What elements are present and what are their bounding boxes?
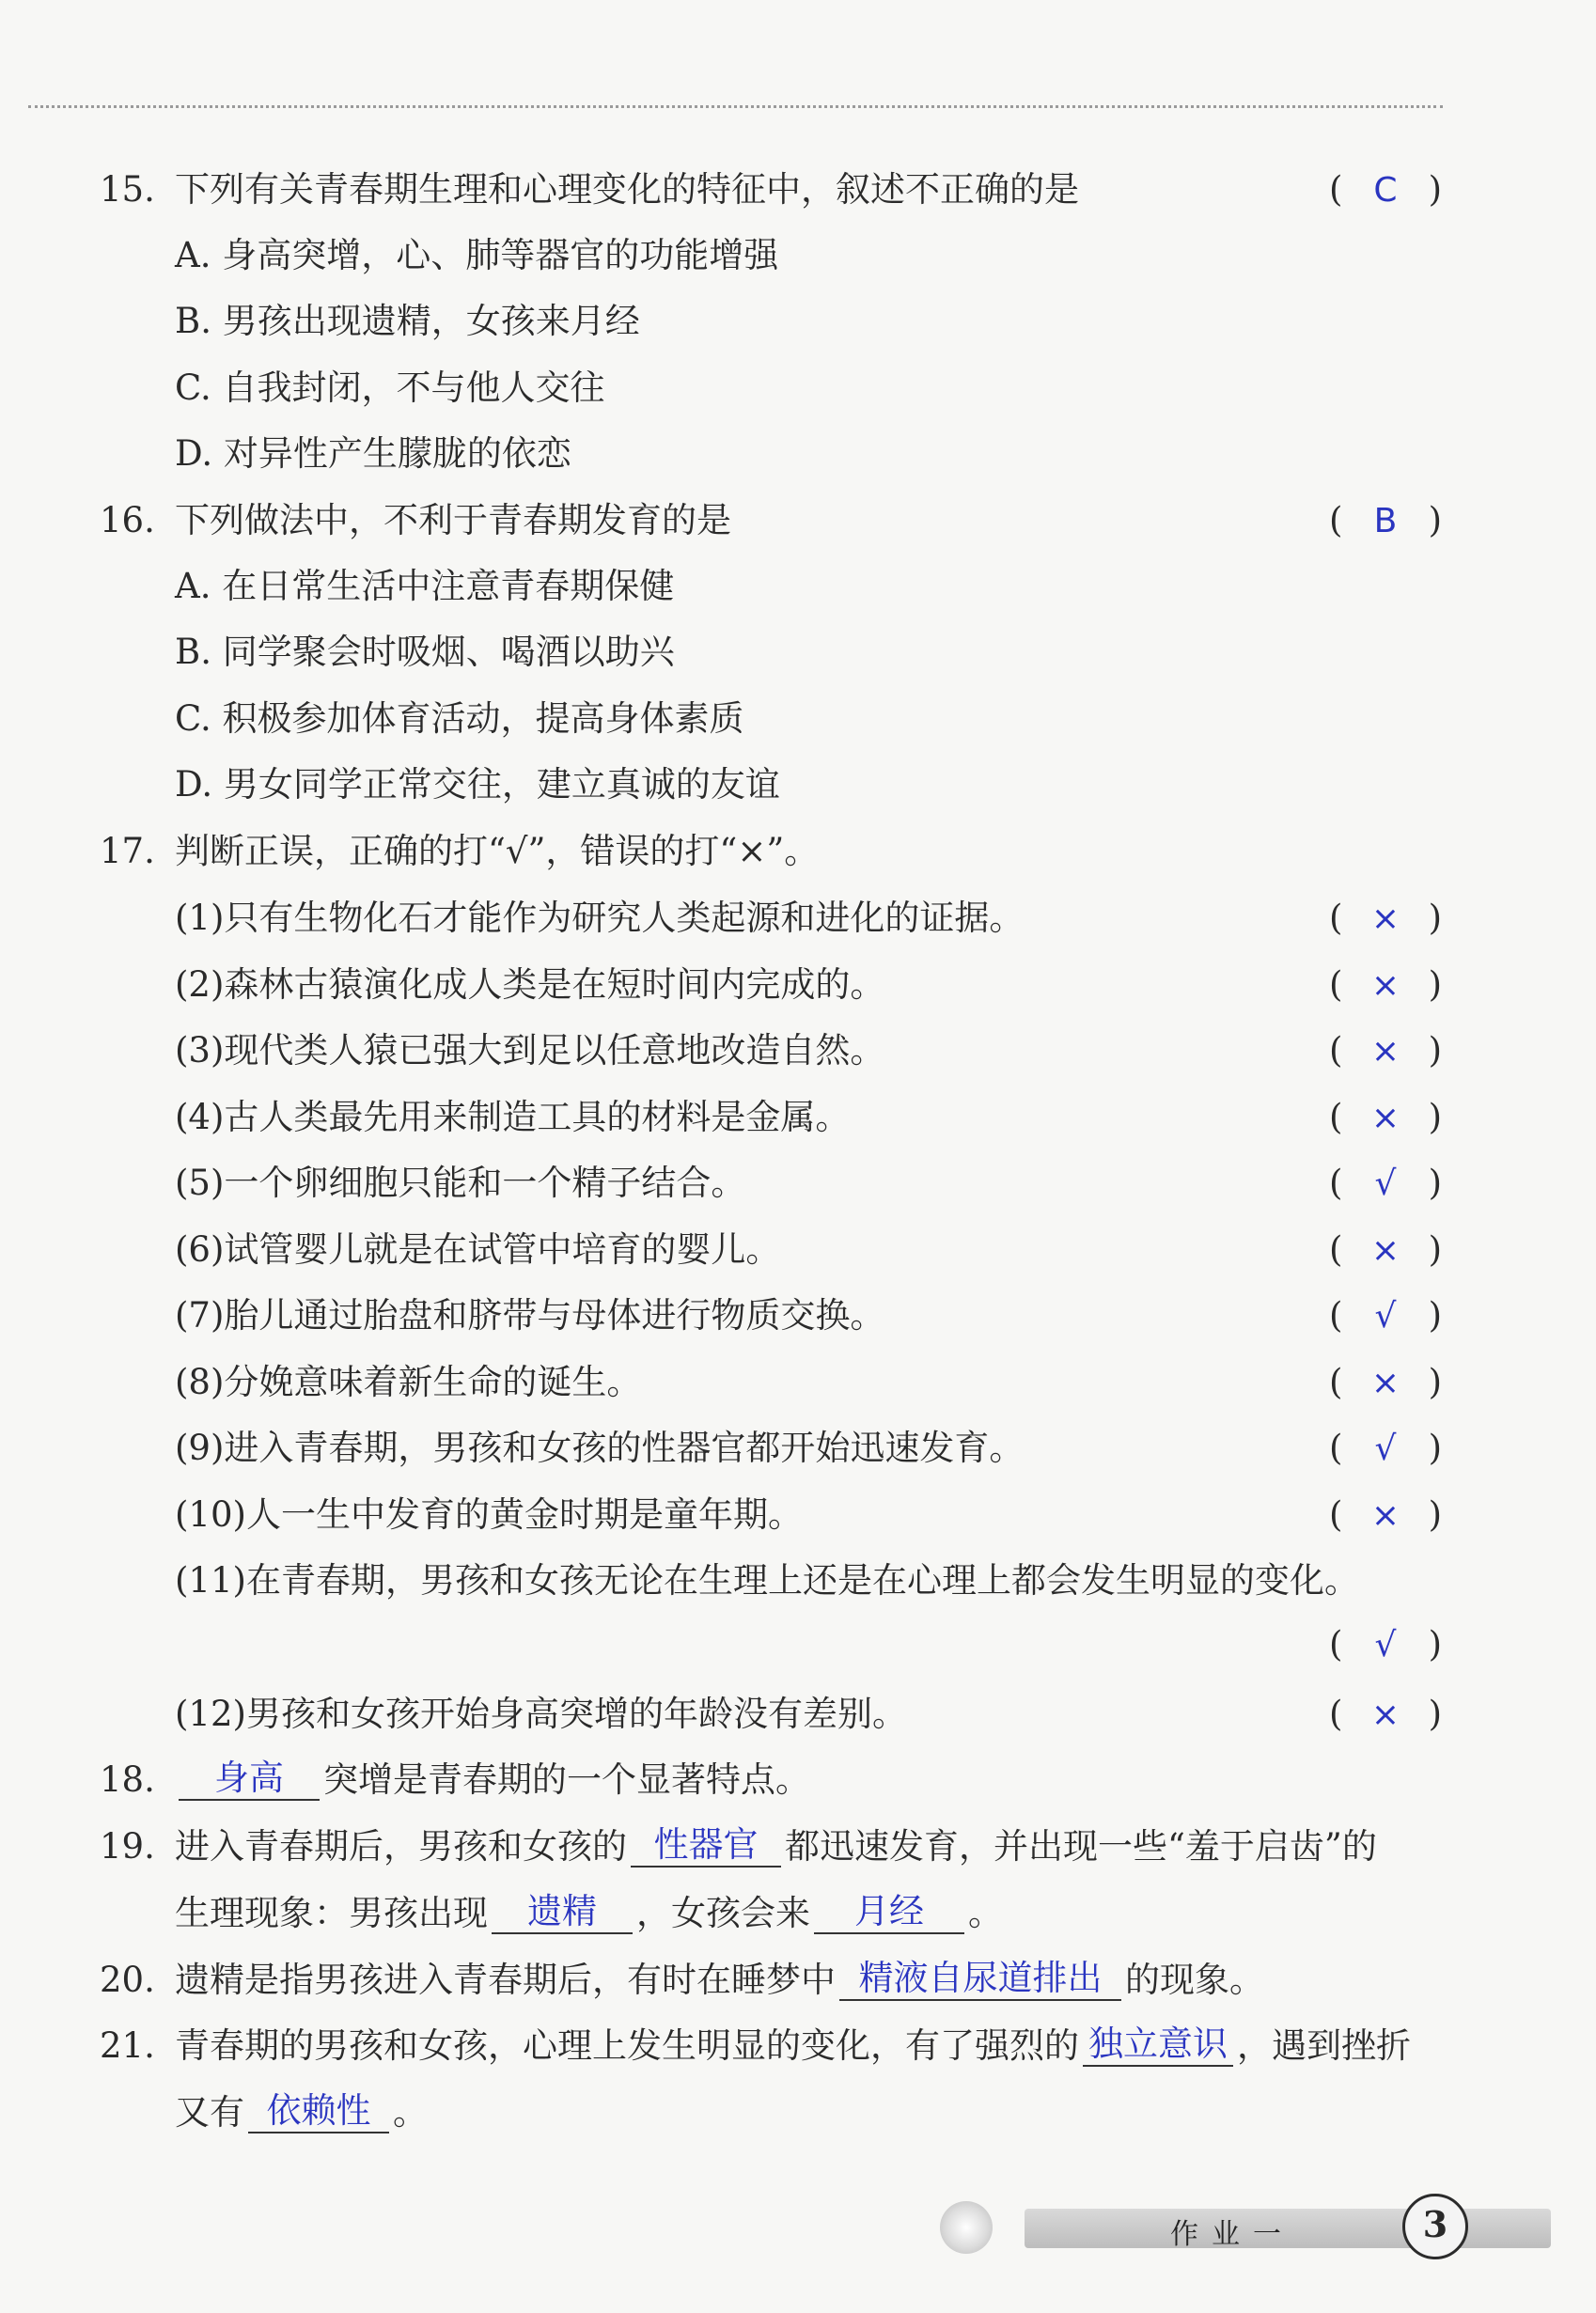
top-dotted-rule [28,105,1443,108]
question-number: 17. [100,831,155,871]
page-footer [921,2190,1579,2265]
option-line [0,691,1596,747]
judgement-text: (2)森林古猿演化成人类是在短时间内完成的。 [175,964,885,1005]
judgement-text: (9)进入青春期，男孩和女孩的性器官都开始迅速发育。 [175,1428,1025,1468]
answer-mark: × [1370,966,1400,1005]
question-16-stem [0,492,1596,549]
question-text: 遗精是指男孩进入青春期后，有时在睡梦中 精液自尿道排出 的现象。 [175,1958,1264,2000]
judgement-item [0,1354,1596,1411]
question-number: 19. [100,1826,155,1867]
answer-paren: ( √ ) [1329,1624,1442,1664]
answer-paren: ( × ) [1329,898,1442,938]
sun-icon [940,2201,993,2254]
answer-mark: × [1370,1696,1400,1734]
answer-paren: ( × ) [1329,1097,1442,1137]
answer-value: B [1373,502,1398,540]
question-number: 15. [100,169,155,210]
option-text: D. 对异性产生朦胧的依恋 [175,433,571,474]
answer-mark: √ [1374,1430,1397,1468]
option-text: C. 积极参加体育活动，提高身体素质 [175,698,744,739]
answer-mark: √ [1374,1626,1397,1664]
option-line [0,757,1596,813]
question-text: 身高 突增是青春期的一个显著特点。 [175,1752,810,1808]
question-text: 生理现象：男孩出现 遗精 ，女孩会来 月经 。 [175,1891,1003,1933]
option-text: A. 身高突增，心、肺等器官的功能增强 [175,235,779,275]
option-line [0,426,1596,482]
answer-paren: ( √ ) [1329,1428,1442,1468]
question-19 [0,1819,1596,1875]
judgement-text: (3)现代类人猿已强大到足以任意地改造自然。 [175,1030,885,1071]
option-text: B. 同学聚会时吸烟、喝酒以助兴 [175,632,675,672]
answer-mark: × [1370,1231,1400,1270]
answer-mark: × [1370,1496,1400,1535]
judgement-text: (7)胎儿通过胎盘和脐带与母体进行物质交换。 [175,1295,885,1336]
option-line [0,624,1596,680]
judgement-item [0,890,1596,946]
judgement-text: (6)试管婴儿就是在试管中培育的婴儿。 [175,1229,781,1270]
fill-blank: 独立意识 [1083,2024,1233,2067]
answer-mark: √ [1374,1164,1397,1203]
question-18 [0,1752,1596,1808]
answer-paren: ( C ) [1329,169,1442,210]
question-21 [0,2018,1596,2074]
judgement-item [0,1155,1596,1211]
answer-paren: ( × ) [1329,1494,1442,1535]
judgement-item [0,1420,1596,1477]
question-text: 下列做法中，不利于青春期发育的是 [175,500,731,540]
question-text: 进入青春期后，男孩和女孩的 性器官 都迅速发育，并出现一些“羞于启齿”的 [175,1824,1377,1867]
option-line [0,227,1596,284]
judgement-item-answer-row [0,1617,1596,1673]
judgement-text: (12)男孩和女孩开始身高突增的年龄没有差别。 [175,1694,907,1734]
answer-mark: × [1370,899,1400,938]
fill-blank: 遗精 [492,1891,633,1934]
option-line [0,360,1596,416]
answer-paren: ( √ ) [1329,1163,1442,1203]
judgement-item [0,1288,1596,1344]
fill-blank: 身高 [179,1758,320,1801]
answer-paren: ( × ) [1329,1229,1442,1270]
answer-paren: ( × ) [1329,1030,1442,1071]
question-number: 20. [100,1960,155,2000]
question-text: 青春期的男孩和女孩，心理上发生明显的变化，有了强烈的 独立意识 ，遇到挫折 [175,2024,1411,2066]
judgement-text: (8)分娩意味着新生命的诞生。 [175,1362,642,1402]
option-line [0,293,1596,350]
question-text: 判断正误，正确的打“√”，错误的打“×”。 [175,831,820,871]
judgement-item [0,1089,1596,1146]
answer-paren: ( × ) [1329,964,1442,1005]
question-17-stem [0,823,1596,880]
judgement-text: (5)一个卵细胞只能和一个精子结合。 [175,1163,746,1203]
option-text: C. 自我封闭，不与他人交往 [175,367,605,408]
judgement-item [0,1023,1596,1079]
question-number: 18. [100,1759,155,1800]
judgement-item [0,1686,1596,1743]
question-21-continued [0,2085,1596,2141]
judgement-item [0,1553,1596,1609]
question-19-continued [0,1885,1596,1942]
judgement-text: (1)只有生物化石才能作为研究人类起源和进化的证据。 [175,898,1025,938]
page-number: 3 [1402,2194,1468,2259]
judgement-item [0,1222,1596,1278]
fill-blank: 精液自尿道排出 [839,1958,1121,2001]
question-text: 又有 依赖性 。 [175,2090,428,2133]
answer-paren: ( × ) [1329,1694,1442,1734]
judgement-text: (4)古人类最先用来制造工具的材料是金属。 [175,1097,851,1137]
question-text: 下列有关青春期生理和心理变化的特征中，叙述不正确的是 [175,169,1079,210]
fill-blank: 月经 [814,1891,964,1934]
answer-value: C [1373,171,1398,210]
judgement-item [0,1487,1596,1543]
option-line [0,558,1596,615]
judgement-text: (11)在青春期，男孩和女孩无论在生理上还是在心理上都会发生明显的变化。 [175,1560,1359,1601]
question-number: 21. [100,2025,155,2066]
answer-paren: ( √ ) [1329,1295,1442,1336]
option-text: A. 在日常生活中注意青春期保健 [175,566,675,606]
answer-mark: × [1370,1032,1400,1071]
question-20 [0,1952,1596,2008]
question-number: 16. [100,500,155,540]
section-label: 作业一 [1170,2218,1294,2251]
answer-paren: ( × ) [1329,1362,1442,1402]
question-15-stem [0,162,1596,218]
answer-mark: √ [1374,1297,1397,1336]
answer-mark: × [1370,1099,1400,1137]
answer-paren: ( B ) [1329,500,1442,540]
fill-blank: 依赖性 [248,2090,389,2133]
option-text: B. 男孩出现遗精，女孩来月经 [175,301,640,341]
fill-blank: 性器官 [631,1824,781,1868]
option-text: D. 男女同学正常交往，建立真诚的友谊 [175,764,780,805]
judgement-item [0,957,1596,1013]
judgement-text: (10)人一生中发育的黄金时期是童年期。 [175,1494,803,1535]
answer-mark: × [1370,1364,1400,1402]
